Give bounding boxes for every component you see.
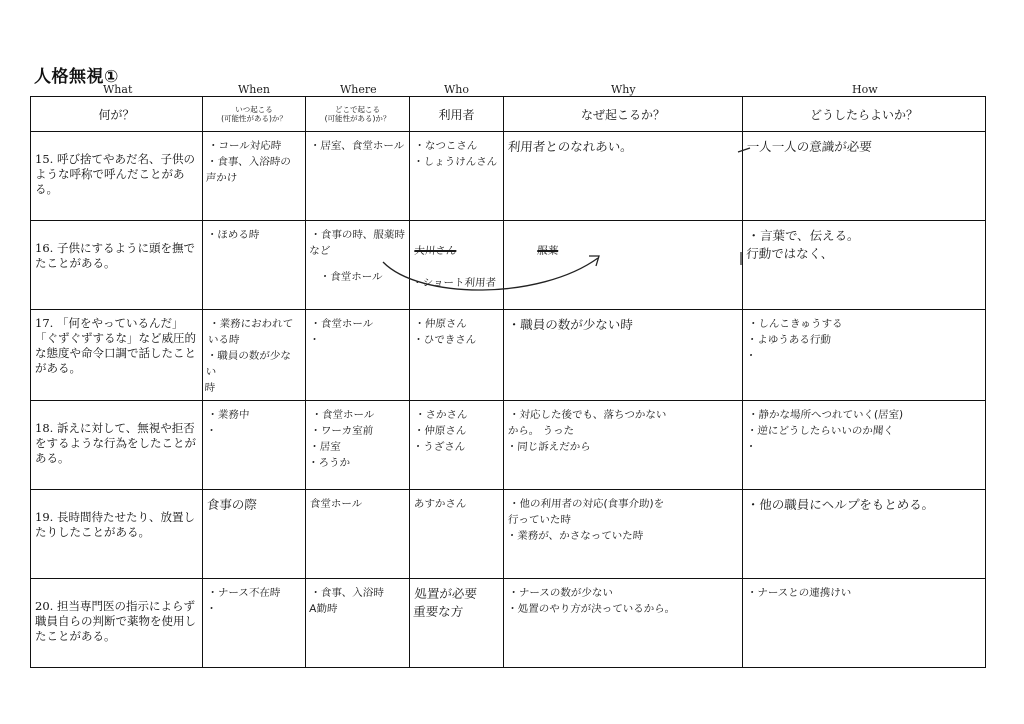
when-cell: ・業務におわれて いる時 ・職員の数が少ない 時 (204, 318, 294, 394)
who-cell: ・なつこさん ・しょうけんさん (412, 140, 498, 168)
who-cell: あすかさん (413, 498, 467, 510)
page-title: 人格無視① (34, 67, 119, 87)
who-cell (410, 221, 504, 291)
col-label-when: When (238, 83, 270, 96)
col-label-who: Who (444, 83, 470, 96)
col-label-why: Why (611, 83, 636, 96)
col-label-where: Where (340, 83, 377, 96)
what-cell: 16. 子供にするように頭を撫でたことがある。 (35, 241, 195, 270)
why-cell: ・職員の数が少ない時 (507, 317, 634, 332)
where-cell: ・居室、食堂ホール (309, 140, 405, 152)
header-where (306, 97, 410, 132)
who-struck-text: 大川さん (413, 245, 457, 257)
header-when-line1: いつ起こる (235, 105, 273, 114)
what-cell: 18. 訴えに対して、無視や拒否をするような行為をしたことがある。 (35, 421, 196, 465)
how-cell: ・ナースとの連携けい (746, 587, 852, 599)
header-row (31, 97, 986, 132)
why-struck-text: 服薬 (536, 245, 559, 257)
where-cell: ・食堂ホール ・ワーカ室前 ・居室 ・ろうか (307, 409, 375, 469)
header-where-line1: どこで起こる (335, 105, 380, 114)
where-cell: ・食事、入浴時 A勤時 (308, 587, 385, 615)
table-row (31, 221, 986, 310)
who-cell: ・仲原さん ・ひできさん (412, 318, 477, 346)
who-cell: 処置が必要 重要な方 (412, 586, 478, 619)
col-label-how: How (852, 83, 878, 96)
how-cell: ・しんこきゅうする ・よゆうある行動 ・ (745, 318, 843, 362)
table-row (31, 490, 986, 579)
col-label-what: What (103, 83, 133, 96)
when-cell: ・ほめる時 (206, 229, 260, 241)
when-cell: ・コール対応時 ・食事、入浴時の 声かけ (205, 140, 292, 184)
what-cell: 15. 呼び捨てやあだ名、子供のような呼称で呼んだことがある。 (35, 152, 195, 196)
header-when-line2: (可能性がある)か？ (221, 114, 287, 123)
header-why: なぜ起こるか？ (504, 97, 743, 132)
how-cell: ・言葉で、伝える。 行動ではなく、 (745, 228, 861, 261)
header-where-line2: (可能性がある)か？ (324, 114, 391, 123)
table-row (31, 310, 986, 401)
worksheet-table (30, 96, 986, 668)
why-cell: 利用者とのなれあい。 (507, 139, 634, 154)
where-cell: ・食堂ホール ・ (308, 318, 374, 346)
who-text: ・ショート利用者 (411, 277, 497, 289)
table-row (31, 132, 986, 221)
header-who: 利用者 (410, 97, 504, 132)
header-how: どうしたらよいか？ (743, 97, 986, 132)
when-cell: ・ナース不在時 ・ (205, 587, 281, 615)
table-row (31, 579, 986, 668)
where-extra-note: ・食堂ホール (319, 271, 383, 283)
why-cell (504, 221, 743, 259)
how-cell: ・他の職員にヘルプをもとめる。 (746, 497, 935, 512)
what-cell: 20. 担当専門医の指示によらず職員自らの判断で薬物を使用したことがある。 (35, 599, 196, 643)
why-cell: ・ナースの数が少ない ・処置のやり方が決っているから。 (506, 587, 676, 615)
when-cell: ・業務中 ・ (205, 409, 250, 437)
what-cell: 17. 「何をやっているんだ」「ぐずぐずするな」など威圧的な態度や命令口調で話したことがある。 (35, 316, 196, 375)
when-cell: 食事の際 (206, 497, 258, 512)
where-cell: ・食事の時、服薬時 など (308, 229, 406, 257)
header-when (203, 97, 306, 132)
where-cell: 食堂ホール (309, 498, 363, 510)
why-cell: ・他の利用者の対応(食事介助)を 行っていた時 ・業務が、かさなっていた時 (506, 498, 665, 542)
how-cell: ・静かな場所へつれていく(居室) ・逆にどうしたらいいのか聞く ・ (745, 409, 904, 453)
why-cell: ・対応した後でも、落ちつかない から。 うった ・同じ訴えだから (506, 409, 667, 453)
what-cell: 19. 長時間待たせたり、放置したりしたことがある。 (35, 510, 195, 539)
table-row (31, 401, 986, 490)
who-cell: ・さかさん ・仲原さん ・うざさん (412, 409, 468, 453)
header-what: 何が？ (31, 97, 203, 132)
how-cell: 一人一人の意識が必要 (746, 139, 873, 154)
